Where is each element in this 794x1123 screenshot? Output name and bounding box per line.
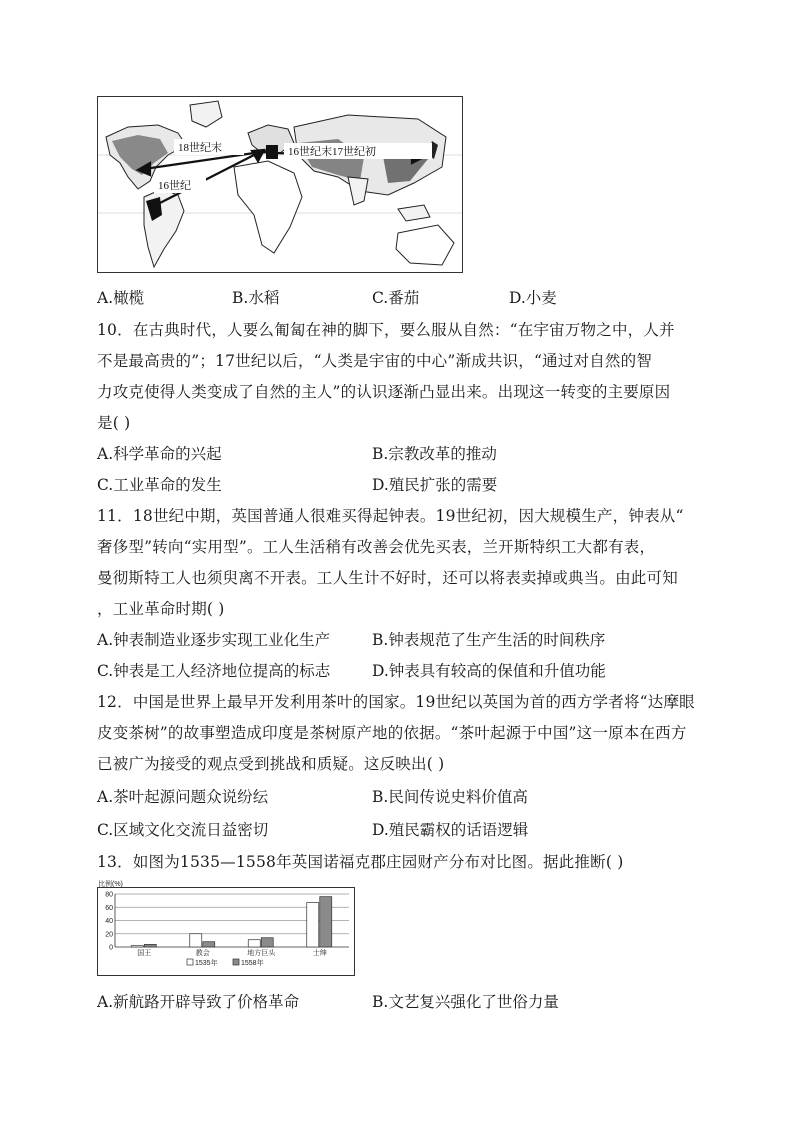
q13-stem-line-1: 13．如图为1535—1558年英国诺福克郡庄园财产分布对比图。据此推断( )	[97, 853, 624, 871]
q11-stem-line-2: 奢侈型”转向“实用型”。工人生活稍有改善会优先买表，兰开斯特织工大都有表，	[97, 538, 656, 556]
q12-option-b: B.民间传说史料价值高	[372, 788, 528, 806]
bar-1558	[320, 897, 332, 947]
q10-option-a: A.科学革命的兴起	[97, 445, 222, 463]
q12-stem-line-3: 已被广为接受的观点受到挑战和质疑。这反映出( )	[97, 755, 445, 773]
map-label-16th: 16世纪	[158, 180, 191, 192]
y-tick-label: 80	[105, 891, 113, 899]
bar-chart-svg	[97, 880, 355, 976]
x-category-label: 国王	[137, 950, 152, 957]
x-category-label: 教会	[195, 950, 210, 957]
bar-1535	[190, 934, 202, 947]
bar-1535	[131, 946, 143, 947]
map-label-18th: 18世纪末	[178, 142, 222, 154]
y-tick-label: 60	[105, 904, 113, 912]
q13-option-b: B.文艺复兴强化了世俗力量	[372, 993, 559, 1011]
q11-option-a: A.钟表制造业逐步实现工业化生产	[97, 631, 331, 649]
y-tick-label: 20	[105, 931, 113, 939]
bar-1535	[248, 940, 260, 947]
bar-1558	[203, 942, 215, 947]
q12-option-d: D.殖民霸权的话语逻辑	[372, 821, 529, 839]
bar-1558	[261, 938, 273, 947]
q11-option-b: B.钟表规范了生产生活的时间秩序	[372, 631, 606, 649]
q10-stem-line-1: 10．在古典时代，人要么匍匐在神的脚下，要么服从自然：“在宇宙万物之中，人并	[97, 321, 675, 339]
x-category-label: 地方巨头	[247, 950, 276, 957]
bar-1535	[307, 903, 319, 947]
legend-label: 1535年	[195, 960, 218, 967]
q9-option-b: B.水稻	[232, 289, 280, 307]
q9-option-a: A.橄榄	[97, 289, 145, 307]
q10-stem-line-3: 力攻克使得人类变成了自然的主人”的认识逐渐凸显出来。出现这一转变的主要原因	[97, 383, 671, 401]
q10-option-b: B.宗教改革的推动	[372, 445, 497, 463]
q10-stem-line-2: 不是最高贵的”；17世纪以后，“人类是宇宙的中心”渐成共识，“通过对自然的智	[97, 352, 653, 370]
world-map-image	[98, 97, 462, 272]
q12-stem-line-1: 12．中国是世界上最早开发利用茶叶的国家。19世纪以英国为首的西方学者将“达摩眼	[97, 693, 695, 711]
q9-option-c: C.番茄	[372, 289, 420, 307]
world-map-figure	[97, 96, 463, 273]
legend-swatch	[187, 959, 193, 965]
y-tick-label: 0	[109, 944, 113, 952]
bar-1558	[144, 944, 156, 947]
q11-stem-line-4: ，工业革命时期( )	[97, 600, 225, 618]
q13-option-a: A.新航路开辟导致了价格革命	[97, 993, 300, 1011]
q10-stem-line-4: 是( )	[97, 414, 131, 432]
chart-ylabel: 比例(%)	[98, 881, 123, 888]
q12-option-c: C.区域文化交流日益密切	[97, 821, 269, 839]
y-tick-label: 40	[105, 918, 113, 925]
legend-swatch	[233, 959, 239, 965]
x-category-label: 士绅	[312, 950, 327, 957]
q11-option-d: D.钟表具有较高的保值和升值功能	[372, 662, 606, 680]
q11-option-c: C.钟表是工人经济地位提高的标志	[97, 662, 331, 680]
q11-stem-line-1: 11．18世纪中期，英国普通人很难买得起钟表。19世纪初，因大规模生产，钟表从“	[97, 507, 684, 525]
q10-option-d: D.殖民扩张的需要	[372, 476, 498, 494]
q9-option-d: D.小麦	[509, 289, 557, 307]
property-distribution-chart	[97, 880, 355, 976]
map-label-16-17th: 16世纪末17世纪初	[288, 146, 376, 158]
q12-stem-line-2: 皮变茶树”的故事塑造成印度是茶树原产地的依据。“茶叶起源于中国”这一原本在西方	[97, 724, 687, 742]
q12-option-a: A.茶叶起源问题众说纷纭	[97, 788, 269, 806]
q10-option-c: C.工业革命的发生	[97, 476, 222, 494]
q11-stem-line-3: 曼彻斯特工人也须臾离不开表。工人生计不好时，还可以将表卖掉或典当。由此可知	[97, 569, 678, 587]
legend-label: 1558年	[241, 960, 264, 967]
